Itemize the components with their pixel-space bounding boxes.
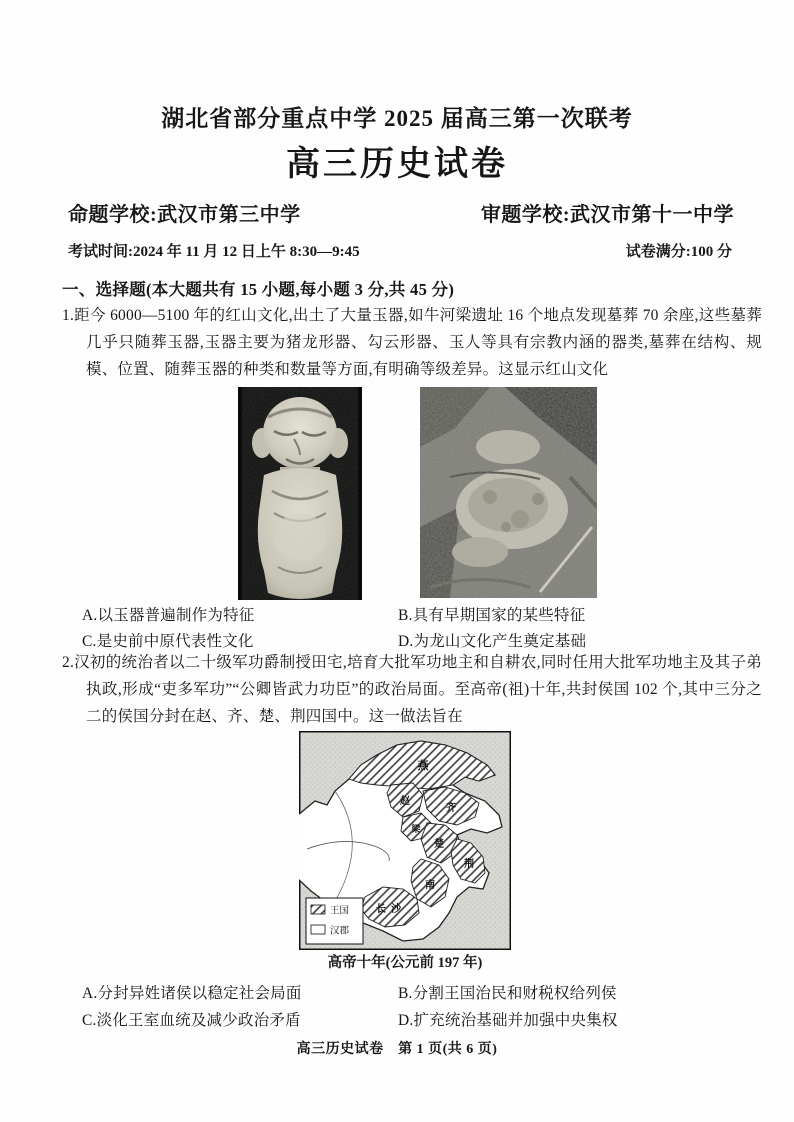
map-label-zhao: 赵 bbox=[400, 796, 410, 807]
q2-option-b: B.分割王国治民和财税权给列侯 bbox=[398, 985, 617, 1002]
legend-commandery-swatch bbox=[311, 925, 325, 934]
map-label-changsha: 长沙 bbox=[376, 904, 406, 915]
map-label-nan: 南 bbox=[425, 880, 435, 891]
paper-title: 高三历史试卷 bbox=[286, 146, 508, 183]
q1-option-d: D.为龙山文化产生奠定基础 bbox=[398, 633, 587, 650]
jade-figurine-photo bbox=[238, 387, 362, 600]
map-legend bbox=[306, 898, 363, 944]
map-label-yan: 燕 bbox=[417, 760, 429, 772]
reviewer-school: 审题学校:武汉市第十一中学 bbox=[480, 204, 734, 226]
question-1-text: 1.距今 6000—5100 年的红山文化,出土了大量玉器,如牛河梁遗址 16 个地点发现墓葬 70 余座,这些墓葬几乎只随葬玉器,玉器主要为猪龙形器、勾云形器、玉人等具有宗教内涵的器类,墓葬在结构、规模、位置、随葬玉器的种类和数量等方面,有明确等级差异。这显示红山文化 bbox=[62, 307, 762, 378]
question-2-text: 2.汉初的统治者以二十级军功爵制授田宅,培育大批军功地主和自耕农,同时任用大批军功地主及其子弟执政,形成“吏多军功”“公卿皆武力功臣”的政治局面。至高帝(祖)十年,共封侯国 102 个,其中三分之二的侯国分封在赵、齐、楚、荆四国中。这一做法旨在 bbox=[62, 654, 762, 725]
map-label-chu: 楚 bbox=[434, 839, 444, 850]
section-heading: 一、选择题(本大题共有 15 小题,每小题 3 分,共 45 分) bbox=[62, 280, 455, 299]
q1-option-c: C.是史前中原代表性文化 bbox=[82, 633, 254, 650]
schools-row bbox=[68, 198, 734, 227]
q1-option-a: A.以玉器普遍制作为特征 bbox=[82, 607, 255, 624]
ruins-aerial-photo bbox=[420, 387, 597, 598]
q1-options-row-2 bbox=[82, 629, 738, 651]
han-kingdoms-map bbox=[299, 731, 511, 950]
legend-kingdom-label: 王国 bbox=[330, 906, 350, 917]
q1-option-b: B.具有早期国家的某些特征 bbox=[398, 607, 586, 624]
map-label-qi: 齐 bbox=[446, 803, 456, 814]
full-score: 试卷满分:100 分 bbox=[625, 244, 732, 260]
q2-option-a: A.分封异姓诸侯以稳定社会局面 bbox=[82, 985, 302, 1002]
han-kingdoms-map-svg bbox=[299, 731, 511, 950]
q2-option-c: C.淡化王室血统及减少政治矛盾 bbox=[82, 1012, 301, 1029]
page-footer: 高三历史试卷 第 1 页(共 6 页) bbox=[296, 1042, 498, 1057]
q2-option-d: D.扩充统治基础并加强中央集权 bbox=[398, 1012, 618, 1029]
proposer-school: 命题学校:武汉市第三中学 bbox=[68, 204, 301, 226]
ruins-aerial-illustration bbox=[420, 387, 597, 598]
exam-title: 湖北省部分重点中学 2025 届高三第一次联考 bbox=[161, 106, 633, 131]
q1-options-row-1 bbox=[82, 603, 738, 625]
exam-time: 考试时间:2024 年 11 月 12 日上午 8:30—9:45 bbox=[68, 244, 360, 260]
q2-options-row-2 bbox=[82, 1008, 738, 1030]
meta-row bbox=[68, 240, 732, 261]
legend-kingdom-swatch bbox=[311, 905, 325, 914]
map-label-liang: 梁 bbox=[411, 824, 421, 834]
q2-options-row-1 bbox=[82, 981, 738, 1003]
legend-commandery-label: 汉郡 bbox=[330, 926, 350, 937]
map-caption: 高帝十年(公元前 197 年) bbox=[327, 955, 483, 971]
jade-figurine-illustration bbox=[238, 387, 362, 600]
map-label-jing: 荆 bbox=[464, 859, 474, 870]
